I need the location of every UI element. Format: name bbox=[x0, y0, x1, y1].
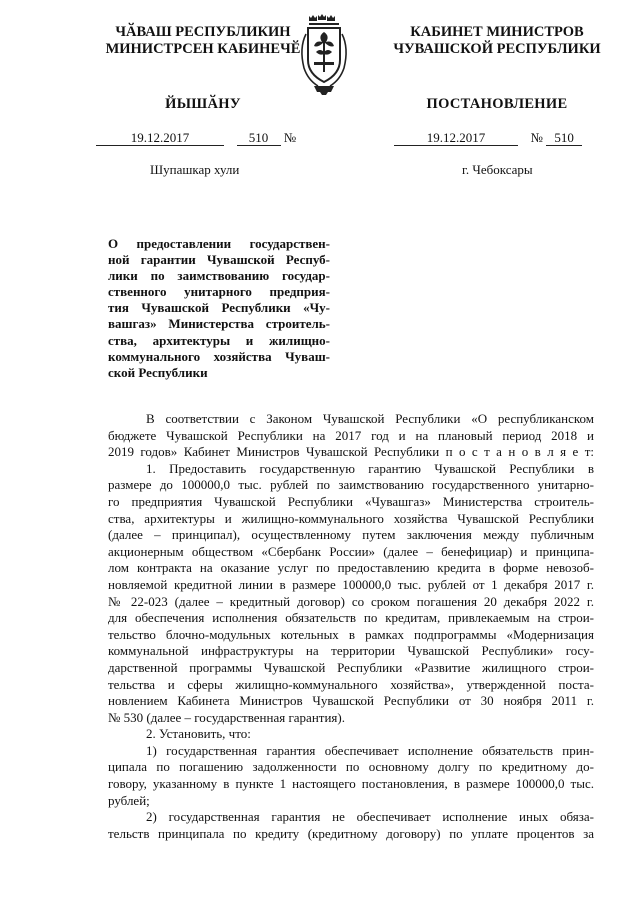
body-line: го предприятия Чувашской Республики «Чувашгаз» Министерства строитель- bbox=[108, 493, 594, 509]
subject-line: ственного унитарного предприя- bbox=[108, 284, 330, 300]
body-line: новляемой кредитной линии в размере 100000,0 тыс. рублей от 1 декабря 2017 г. bbox=[108, 576, 594, 592]
body-line: для обеспечения исполнения обязательств по кредитам, привлекаемым на строи- bbox=[108, 610, 594, 626]
header-right-line-1: КАБИНЕТ МИНИСТРОВ bbox=[410, 24, 584, 40]
header-right-line-2: ЧУВАШСКОЙ РЕСПУБЛИКИ bbox=[393, 41, 601, 57]
registration-right-date: 19.12.2017 bbox=[394, 131, 518, 146]
subject-line: ской Республики bbox=[108, 364, 208, 380]
doc-type-left: ЙЫШӐНУ bbox=[165, 96, 241, 112]
body-line: ципала по погашению задолженности по основному долгу по кредитному до- bbox=[108, 759, 594, 775]
subject-line: коммунального хозяйства Чуваш- bbox=[108, 348, 330, 364]
doc-type-right: ПОСТАНОВЛЕНИЕ bbox=[426, 96, 568, 112]
registration-right bbox=[394, 130, 582, 146]
body-line: 1. Предоставить государственную гарантию Чувашской Республики в bbox=[146, 460, 594, 476]
body-line: новлением Кабинета Министров Чувашской Республики от 30 ноября 2011 г. bbox=[108, 693, 594, 709]
registration-left bbox=[96, 130, 296, 146]
subject-line: лики по заимствованию государ- bbox=[108, 268, 330, 284]
subject-line: ства, архитектуры и жилищно- bbox=[108, 332, 330, 348]
body-line: 1) государственная гарантия обеспечивает исполнение обязательств прин- bbox=[146, 742, 594, 758]
body-line: ства, архитектуры и жилищно-коммунального хозяйства Чувашской Республики bbox=[108, 510, 594, 526]
body-line: бюджете Чувашской Республики на 2017 год и на плановый период 2018 и bbox=[108, 427, 594, 443]
body-line: 2) государственная гарантия не обеспечивает исполнение иных обяза- bbox=[146, 809, 594, 825]
header-left-line-1: ЧӐВАШ РЕСПУБЛИКИН bbox=[115, 24, 291, 40]
body-line: акционерным обществом «Сбербанк России» (далее – бенефициар) и принципа- bbox=[108, 543, 594, 559]
body-line: коммунальной инфраструктуры на территории Чувашской Республики» госу- bbox=[108, 643, 594, 659]
registration-left-date: 19.12.2017 bbox=[96, 131, 224, 146]
body-line: тельств принципала по кредиту (кредитному договору) по уплате процентов за bbox=[108, 825, 594, 841]
subject-line: тия Чувашской Республики «Чу- bbox=[108, 300, 330, 316]
body-line: размере до 100000,0 тыс. рублей по заимствованию государственного унитарно- bbox=[108, 477, 594, 493]
registration-right-number-sign: № bbox=[530, 130, 543, 145]
place-right: г. Чебоксары bbox=[462, 162, 533, 177]
body-line: говору, указанному в пункте 1 настоящего постановления, в размере 100000,0 тыс. bbox=[108, 776, 594, 792]
document-body bbox=[108, 411, 594, 842]
place-left: Шупашкар хули bbox=[150, 162, 240, 177]
registration-left-number: 510 bbox=[237, 131, 281, 146]
body-line: дарственной программы Чувашской Республики «Развитие жилищного строи- bbox=[108, 659, 594, 675]
header-right bbox=[392, 24, 602, 58]
chuvash-coat-of-arms-icon bbox=[296, 14, 352, 96]
body-line: (далее – принципал), осуществленному путем заключения между публичным bbox=[108, 527, 594, 543]
body-line: В соответствии с Законом Чувашской Республики «О республиканском bbox=[146, 411, 594, 426]
body-line: рублей; bbox=[108, 792, 150, 808]
subject-line: вашгаз» Министерства строитель- bbox=[108, 316, 330, 332]
document-subject bbox=[108, 236, 330, 381]
header-left bbox=[98, 24, 308, 58]
body-line: 2019 годов» Кабинет Министров Чувашской Республики п о с т а н о в л я е т: bbox=[108, 444, 594, 460]
subject-line: ной гарантии Чувашской Респуб- bbox=[108, 252, 330, 268]
registration-left-number-sign: № bbox=[283, 130, 297, 145]
registration-right-number: 510 bbox=[546, 131, 582, 146]
body-line: № 530 (далее – государственная гарантия). bbox=[108, 709, 345, 725]
body-line: тельство блочно-модульных котельных в рамках подпрограммы «Модернизация bbox=[108, 626, 594, 642]
body-line: лом контракта на оказание услуг по предоставлению кредита в форме невозоб- bbox=[108, 560, 594, 576]
body-line: 2. Установить, что: bbox=[146, 726, 251, 742]
body-line: № 22-023 (далее – кредитный договор) со сроком погашения 20 декабря 2022 г. bbox=[108, 593, 594, 609]
header-left-line-2: МИНИСТРСЕН КАБИНЕЧӖ bbox=[105, 41, 301, 57]
subject-line: О предоставлении государствен- bbox=[108, 236, 330, 251]
body-line: тельства и сферы жилищно-коммунального хозяйства», утвержденной поста- bbox=[108, 676, 594, 692]
